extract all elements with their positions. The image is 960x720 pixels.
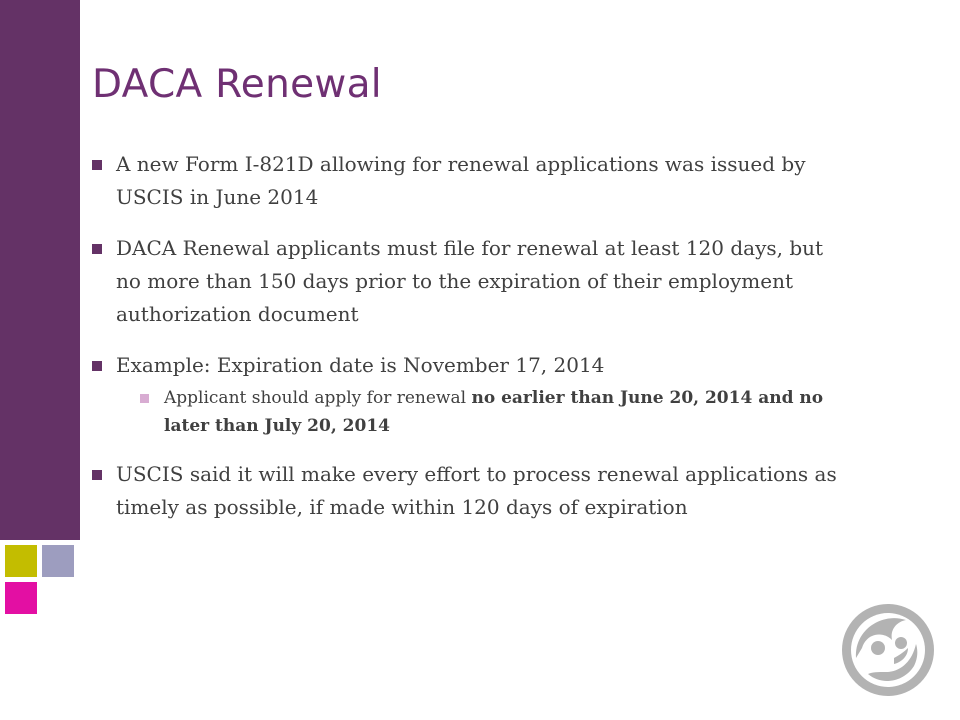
bullet-text: USCIS said it will make every effort to process renewal applications as timely as possible, if made within 120 days of expiration — [116, 462, 837, 519]
bullet-marker — [92, 244, 102, 254]
sub-bullet-text: Applicant should apply for renewal — [164, 388, 472, 408]
bullet-item — [92, 349, 852, 440]
bullet-item — [92, 232, 852, 331]
bullet-item — [92, 458, 852, 524]
decor-square-magenta — [5, 582, 37, 614]
bullet-marker — [92, 470, 102, 480]
bullet-text: A new Form I-821D allowing for renewal applications was issued by USCIS in June 2014 — [116, 152, 806, 209]
bullet-marker — [92, 160, 102, 170]
bullet-list — [92, 148, 852, 542]
sub-bullet-marker — [140, 394, 149, 403]
sub-bullet-item — [140, 384, 852, 440]
bullet-marker — [92, 361, 102, 371]
sub-bullet-bold-text: no earlier than June 20, 2014 and no later than July 20, 2014 — [164, 388, 824, 436]
decor-square-lavender — [42, 545, 74, 577]
bullet-text: DACA Renewal applicants must file for renewal at least 120 days, but no more than 150 days prior to the expiration of their employment authorization document — [116, 236, 824, 326]
decor-square-olive — [5, 545, 37, 577]
circular-emblem-icon — [838, 600, 938, 700]
slide-title: DACA Renewal — [92, 62, 382, 107]
sidebar-accent-bar — [0, 0, 80, 540]
bullet-text: Example: Expiration date is November 17, 2014 — [116, 353, 605, 377]
bullet-item — [92, 148, 852, 214]
